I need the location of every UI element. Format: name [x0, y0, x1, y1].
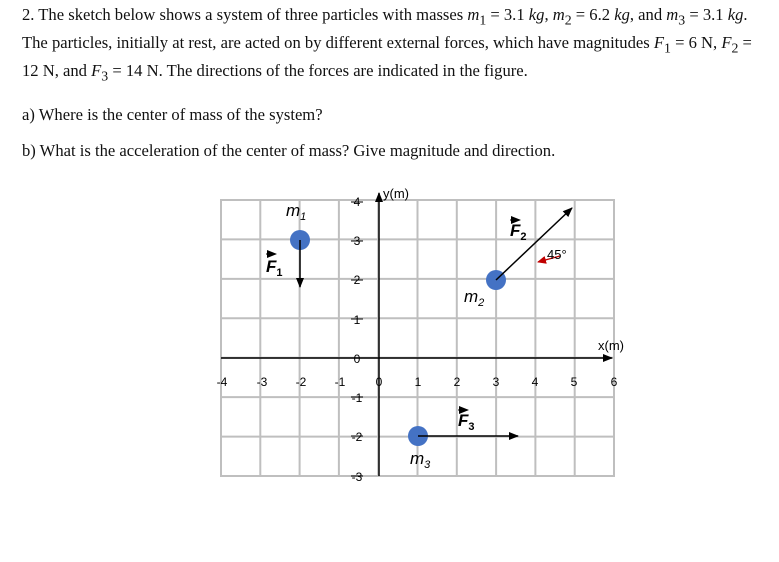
intro-text: 2. The sketch below shows a system of three particles with masses — [22, 5, 468, 24]
f1-subscript: 1 — [664, 40, 671, 56]
m1-value: = 3.1 — [486, 5, 529, 24]
x-tick-label: 4 — [531, 375, 539, 389]
m3-value: = 3.1 — [685, 5, 728, 24]
f3-label: $F_3$ — [458, 411, 475, 433]
f2-label: $F_2$ — [510, 221, 527, 243]
m1-unit: kg — [528, 5, 545, 24]
separator: , — [544, 5, 553, 24]
f1-label: $F_1$ — [266, 257, 283, 279]
separator-and: , and — [629, 5, 667, 24]
y-tick-label-zero: 0 — [353, 352, 361, 366]
m3-symbol: m — [666, 5, 679, 24]
f1-value: = 6 N, — [670, 32, 722, 52]
m2-label: $m_2$ — [464, 287, 485, 309]
m1-label: $m_1$ — [286, 201, 307, 223]
y-tick-label: 1 — [353, 313, 361, 327]
x-tick-label: -1 — [334, 375, 346, 389]
question-a: a) Where is the center of mass of the system? — [22, 105, 323, 124]
x-tick-label: -2 — [295, 375, 307, 389]
m3-subscript: 3 — [678, 12, 686, 28]
force-f2-arrow — [496, 208, 572, 280]
y-tick-labels — [352, 195, 363, 484]
y-axis-label: y(m) — [383, 186, 409, 201]
y-tick-label: 2 — [353, 273, 361, 287]
m2-subscript: 2 — [564, 12, 572, 28]
f2-subscript: 2 — [731, 40, 739, 56]
x-tick-label: 5 — [570, 375, 578, 389]
f3-value: = 14 N. The directions of the forces are indicated in the figure. — [108, 60, 528, 80]
x-tick-label: 1 — [414, 375, 422, 389]
m3-label: $m_3$ — [410, 449, 431, 471]
x-tick-labels — [217, 375, 618, 389]
angle-label: 45° — [547, 247, 567, 262]
m1-subscript: 1 — [479, 12, 487, 28]
m3-unit: kg — [727, 5, 744, 24]
x-tick-label: 2 — [453, 375, 461, 389]
y-tick-label: -2 — [351, 430, 363, 444]
f2-symbol: F — [721, 32, 732, 52]
f1-symbol: F — [653, 32, 664, 52]
x-tick-label: -4 — [216, 375, 228, 389]
x-tick-label: 0 — [375, 375, 383, 389]
y-tick-label: -3 — [351, 470, 363, 484]
f3-subscript: 3 — [101, 67, 109, 83]
m2-value: = 6.2 — [571, 5, 615, 24]
question-b: b) What is the acceleration of the center of mass? Give magnitude and direction. — [22, 141, 556, 160]
m2-unit: kg — [614, 5, 630, 24]
x-tick-label: -3 — [256, 375, 268, 389]
y-tick-label: -1 — [351, 391, 363, 405]
x-tick-label: 6 — [610, 375, 618, 389]
m2-symbol: m — [552, 5, 565, 24]
y-tick-label: 3 — [353, 234, 361, 248]
m1-symbol: m — [467, 5, 480, 24]
forces-sentence: . The particles, initially at rest, are acted on by different external forces, which have magnitudes — [22, 5, 748, 52]
f3-symbol: F — [91, 60, 102, 80]
y-tick-label: 4 — [353, 195, 361, 209]
x-axis-label: x(m) — [598, 338, 624, 353]
f2-value: = 12 N, and — [22, 32, 752, 80]
x-tick-label: 3 — [492, 375, 500, 389]
